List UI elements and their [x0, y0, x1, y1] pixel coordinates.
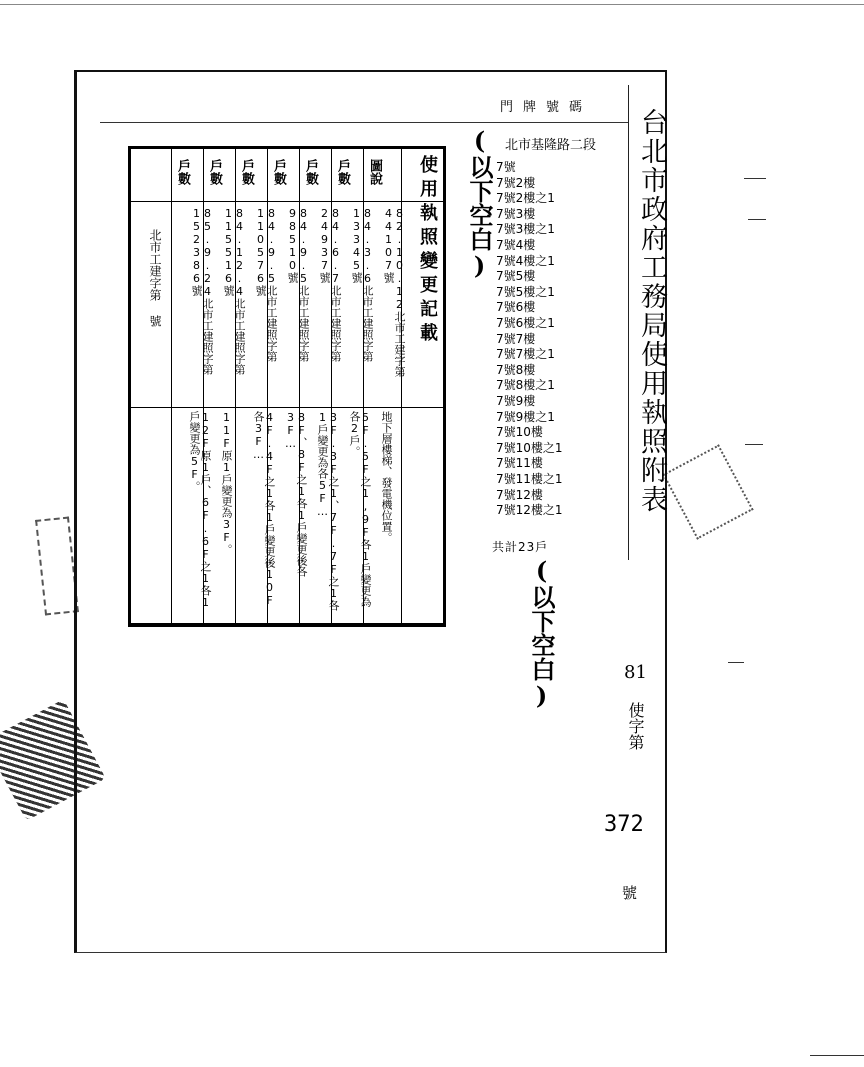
row-approval: 82.10.12北市工建字第44107號	[382, 207, 406, 377]
hao-label: 號	[622, 884, 638, 902]
row-approval: 84.9.5北市工建照字第110576號	[254, 207, 278, 362]
row-note: 8F、8F之1各1戶變更後各3F…	[284, 411, 308, 577]
row-note: 12F原1戶、6F.6F之1各1戶變更為5F。	[188, 411, 212, 609]
address-item: 7號4樓之1	[496, 253, 555, 268]
address-item: 7號2樓之1	[496, 191, 555, 206]
table-header: 使用執照變更記載	[417, 155, 438, 347]
row-label: 戶數	[207, 159, 222, 185]
door-number-header: 門牌號碼	[500, 100, 593, 115]
row-label: 戶數	[271, 159, 286, 185]
row-note: 4F.4F之1各1戶變更後10F各3F…	[252, 411, 276, 607]
address-item: 7號11樓之1	[496, 472, 563, 486]
row-label: 戶數	[335, 159, 350, 185]
row-note: 11F原1戶變更為3F。	[220, 411, 233, 555]
header-divider	[100, 122, 628, 123]
address-item: 7號7樓	[496, 331, 536, 346]
road-name: 北市基隆路二段	[505, 138, 597, 153]
scan-mark	[0, 4, 864, 5]
row-approval: 84.6.7北市工建照字第24937號	[318, 207, 342, 362]
row-label: 戶數	[239, 159, 254, 185]
address-item: 7號10樓之1	[496, 440, 563, 455]
address-item: 7號9樓	[496, 394, 536, 408]
row-approval: 84.12.4北市工建照字第115516號	[222, 207, 246, 375]
row-approval: 84.3.6北市工建照字第13345號	[350, 207, 374, 362]
address-item: 7號6樓	[496, 300, 536, 315]
address-item: 7號11樓	[496, 456, 543, 471]
seal-stamp	[35, 516, 79, 615]
address-item: 7號8樓	[496, 362, 536, 377]
household-total: 共計23戶	[492, 540, 549, 554]
use-word: 使字第	[626, 702, 645, 750]
address-item: 7號4樓	[496, 238, 536, 252]
row-approval: 85.9.24北市工建照字第152386號	[190, 207, 214, 375]
seal-stamp	[662, 444, 753, 539]
scan-mark	[745, 444, 763, 445]
scan-mark	[748, 219, 766, 220]
address-item: 7號6樓之1	[496, 316, 555, 330]
row-note: 3F.3F之1、7F.7F之1各1戶變更為各5F…	[316, 411, 340, 611]
row-label: 戶數	[303, 159, 318, 185]
scan-mark	[810, 1055, 864, 1056]
address-item: 7號5樓	[496, 269, 536, 284]
address-item: 7號12樓	[496, 487, 543, 502]
license-number: 81	[624, 662, 647, 683]
row-label: 戶數	[175, 159, 190, 185]
address-item: 7號3樓	[496, 206, 536, 221]
address-item: 7號2樓	[496, 175, 536, 190]
scan-mark	[744, 178, 766, 179]
address-item: 7號10樓	[496, 425, 543, 440]
serial-number: 372	[604, 812, 644, 837]
address-item: 7號9樓之1	[496, 409, 555, 424]
blank-note: (以下空白)	[465, 126, 494, 280]
row-note: 地下層樓梯、發電機位置。	[380, 411, 393, 543]
row-note: 5F.5F之1,9F各1戶變更為各2戶。	[348, 411, 372, 607]
form-title: 台北市政府工務局使用執照附表	[636, 108, 667, 514]
address-item: 7號	[496, 160, 516, 174]
table-footer: 北市工建字第 號	[148, 229, 162, 327]
address-item: 7號3樓之1	[496, 222, 555, 237]
address-item: 7號5樓之1	[496, 284, 555, 299]
address-item: 7號8樓之1	[496, 378, 555, 393]
address-item: 7號12樓之1	[496, 503, 563, 518]
row-approval: 84.9.5北市工建照字第98510號	[286, 207, 310, 362]
address-item: 7號7樓之1	[496, 347, 555, 362]
scan-mark	[728, 662, 744, 663]
blank-note: (以下空白)	[527, 556, 556, 710]
change-table	[128, 146, 446, 627]
row-label: 圖說	[367, 159, 382, 185]
